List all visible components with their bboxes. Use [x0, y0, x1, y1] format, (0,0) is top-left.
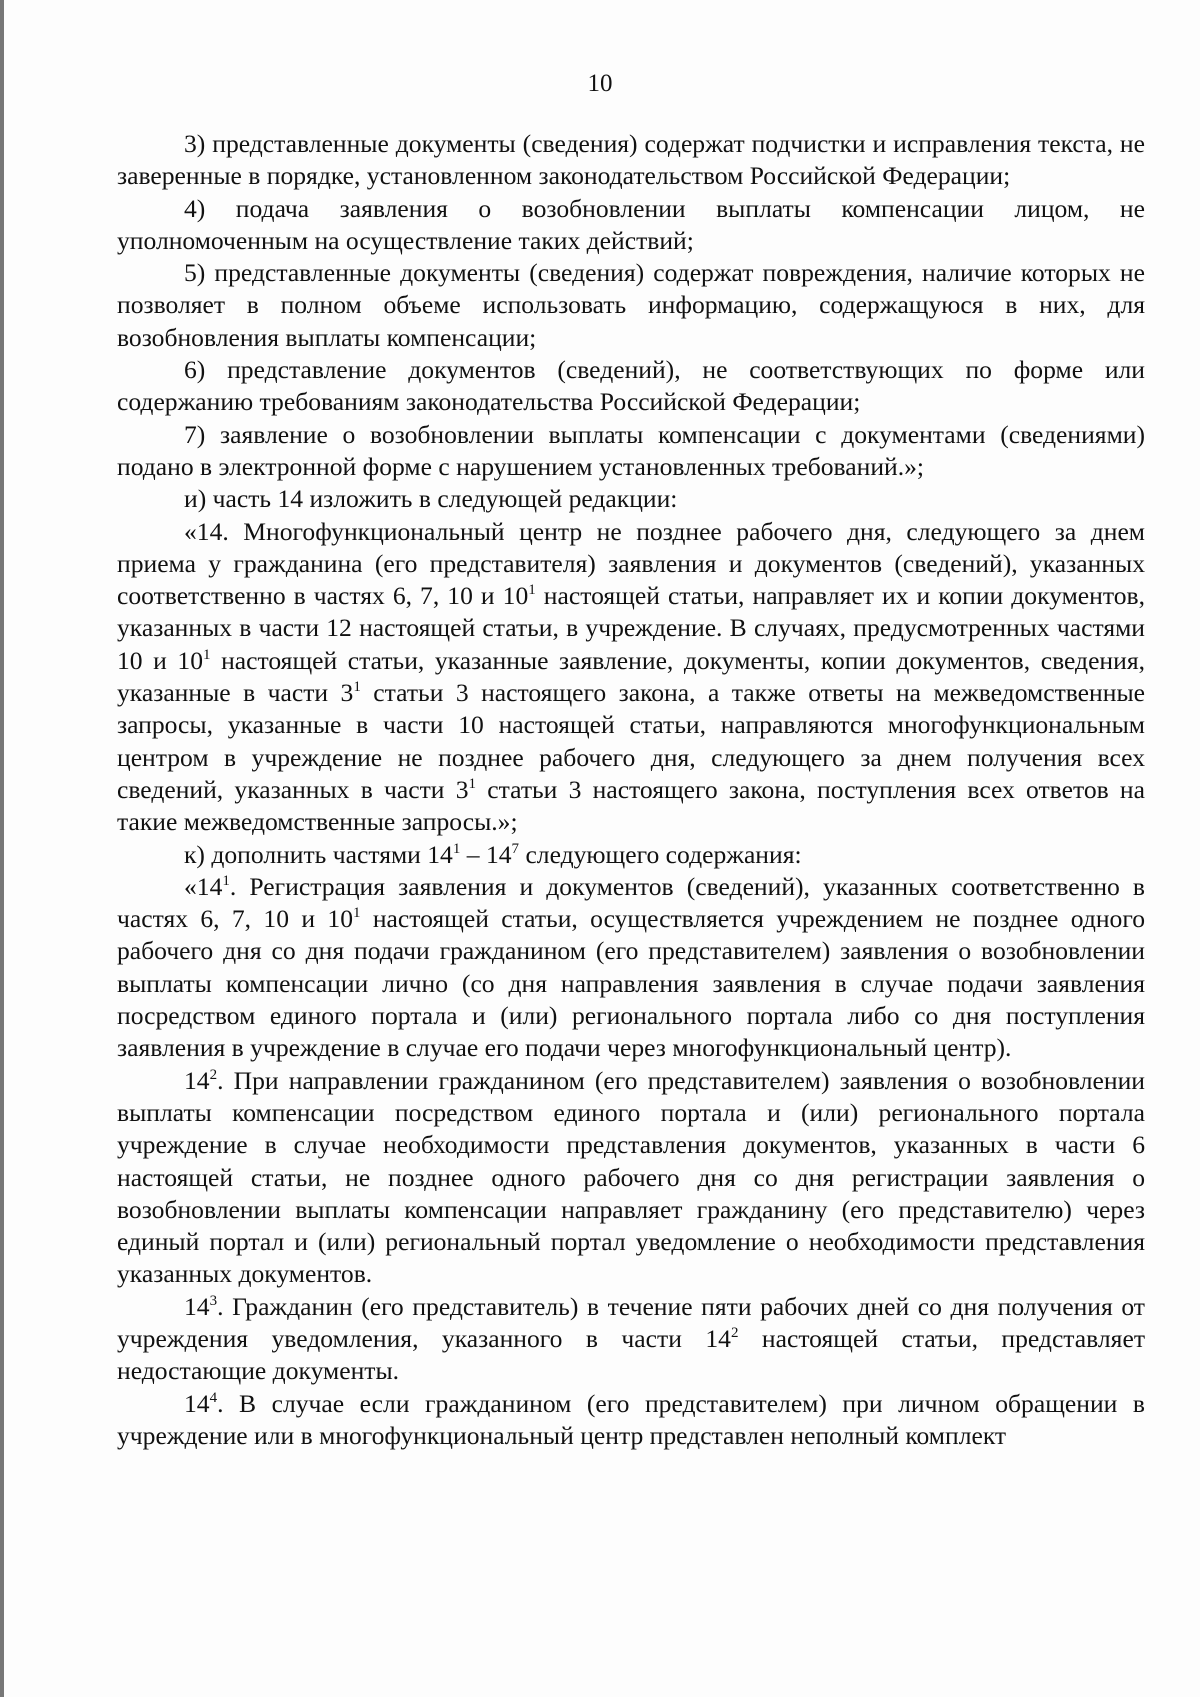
- paragraph-part-14-3: [117, 1291, 1145, 1388]
- paragraph-part-14-2: [117, 1065, 1145, 1291]
- superscript: 1: [452, 840, 461, 857]
- document-body: [117, 128, 1145, 1452]
- page-number: 10: [587, 70, 613, 97]
- text-run: 14: [184, 1291, 210, 1321]
- text-run: 3) представленные документы (сведения) содержат подчистки и исправления текста, не заверенные в порядке, установленном законодательством Российской Федерации;: [117, 129, 1145, 191]
- paragraph-item-3: [117, 128, 1145, 193]
- text-run: . При направлении гражданином (его представителем) заявления о возобновлении выплаты компенсации посредством единого портала и (или) регионального портала учреждение в случае необходимости представления документов, указанных в части 6 настоящей статьи, не позднее одного рабочего дня со дня регистрации заявления о возобновлении выплаты компенсации направляет гражданину (его представителю) через единый портал и (или) региональный портал уведомление о необходимости представления указанных документов.: [117, 1065, 1145, 1289]
- paragraph-part-14-1: [117, 871, 1145, 1065]
- superscript: 1: [353, 679, 361, 696]
- text-run: 6) представление документов (сведений), не соответствующих по форме или содержанию требованиям законодательства Российской Федерации;: [117, 355, 1145, 417]
- text-run: статьи 3 настоящего закона, а также ответы на межведомственные запросы, указанные в части 10 настоящей статьи, направляются многофункциональным центром в учреждение не позднее рабочего дня, следующего за днем получения всех сведений, указанных в части 3: [117, 678, 1145, 804]
- paragraph-item-5: [117, 257, 1145, 354]
- superscript: 4: [209, 1389, 218, 1406]
- text-run: 4) подача заявления о возобновлении выплаты компенсации лицом, не уполномоченным на осуществление таких действий;: [117, 193, 1145, 255]
- scan-left-edge: [0, 0, 4, 1697]
- paragraph-item-i: [117, 483, 1145, 515]
- text-run: и) часть 14 изложить в следующей редакции:: [184, 484, 678, 514]
- superscript: 7: [511, 840, 520, 857]
- text-run: 14: [184, 1388, 210, 1418]
- text-run: – 14: [460, 839, 512, 869]
- paragraph-part-14: [117, 516, 1145, 839]
- text-run: . В случае если гражданином (его представителем) при личном обращении в учреждение или в многофункциональный центр представлен неполный комплект: [117, 1388, 1145, 1450]
- text-run: «14: [184, 871, 223, 901]
- text-run: 14: [184, 1065, 210, 1095]
- paragraph-part-14-4: [117, 1388, 1145, 1453]
- text-run: «14. Многофункциональный центр не позднее рабочего дня, следующего за днем приема у гражданина (его представителя) заявления и документов (сведений), указанных соответственно в частях 6, 7, 10 и 10: [117, 516, 1145, 611]
- superscript: 2: [209, 1066, 218, 1083]
- superscript: 2: [730, 1324, 739, 1341]
- text-run: настоящей статьи, осуществляется учреждением не позднее одного рабочего дня со дня подачи гражданином (его представителем) заявления о возобновлении выплаты компенсации лично (со дня направления заявления в случае подачи заявления посредством единого портала и (или) регионального портала либо со дня поступления заявления в учреждение в случае его подачи через многофункциональный центр).: [117, 904, 1145, 1063]
- text-run: следующего содержания:: [519, 839, 802, 869]
- paragraph-item-k: [117, 839, 1145, 871]
- text-run: к) дополнить частями 14: [184, 839, 453, 869]
- text-run: . Гражданин (его представитель) в течение пяти рабочих дней со дня получения от учреждения уведомления, указанного в части 14: [117, 1291, 1145, 1353]
- paragraph-item-4: [117, 193, 1145, 258]
- superscript: 1: [353, 905, 361, 922]
- superscript: 1: [528, 582, 536, 599]
- superscript: 1: [203, 646, 211, 663]
- text-run: настоящей статьи, направляет их и копии документов, указанных в части 12 настоящей статьи, в учреждение. В случаях, предусмотренных частями 10 и 10: [117, 581, 1145, 675]
- text-run: настоящей статьи, указанные заявление, документы, копии документов, сведения, указанные в части 3: [117, 645, 1145, 708]
- text-run: настоящей статьи, представляет недостающие документы.: [117, 1323, 1145, 1386]
- paragraph-item-7: [117, 419, 1145, 484]
- superscript: 1: [468, 775, 477, 792]
- text-run: 5) представленные документы (сведения) содержат повреждения, наличие которых не позволяет в полном объеме использовать информацию, содержащуюся в них, для возобновления выплаты компенсации;: [117, 258, 1145, 352]
- text-run: 7) заявление о возобновлении выплаты компенсации с документами (сведениями) подано в электронной форме с нарушением установленных требований.»;: [117, 419, 1145, 481]
- superscript: 3: [209, 1292, 218, 1309]
- paragraph-item-6: [117, 354, 1145, 419]
- superscript: 1: [222, 872, 230, 889]
- text-run: . Регистрация заявления и документов (сведений), указанных соответственно в частях 6, 7, 10 и 10: [117, 871, 1145, 934]
- text-run: статьи 3 настоящего закона, поступления всех ответов на такие межведомственные запросы.»;: [117, 774, 1145, 837]
